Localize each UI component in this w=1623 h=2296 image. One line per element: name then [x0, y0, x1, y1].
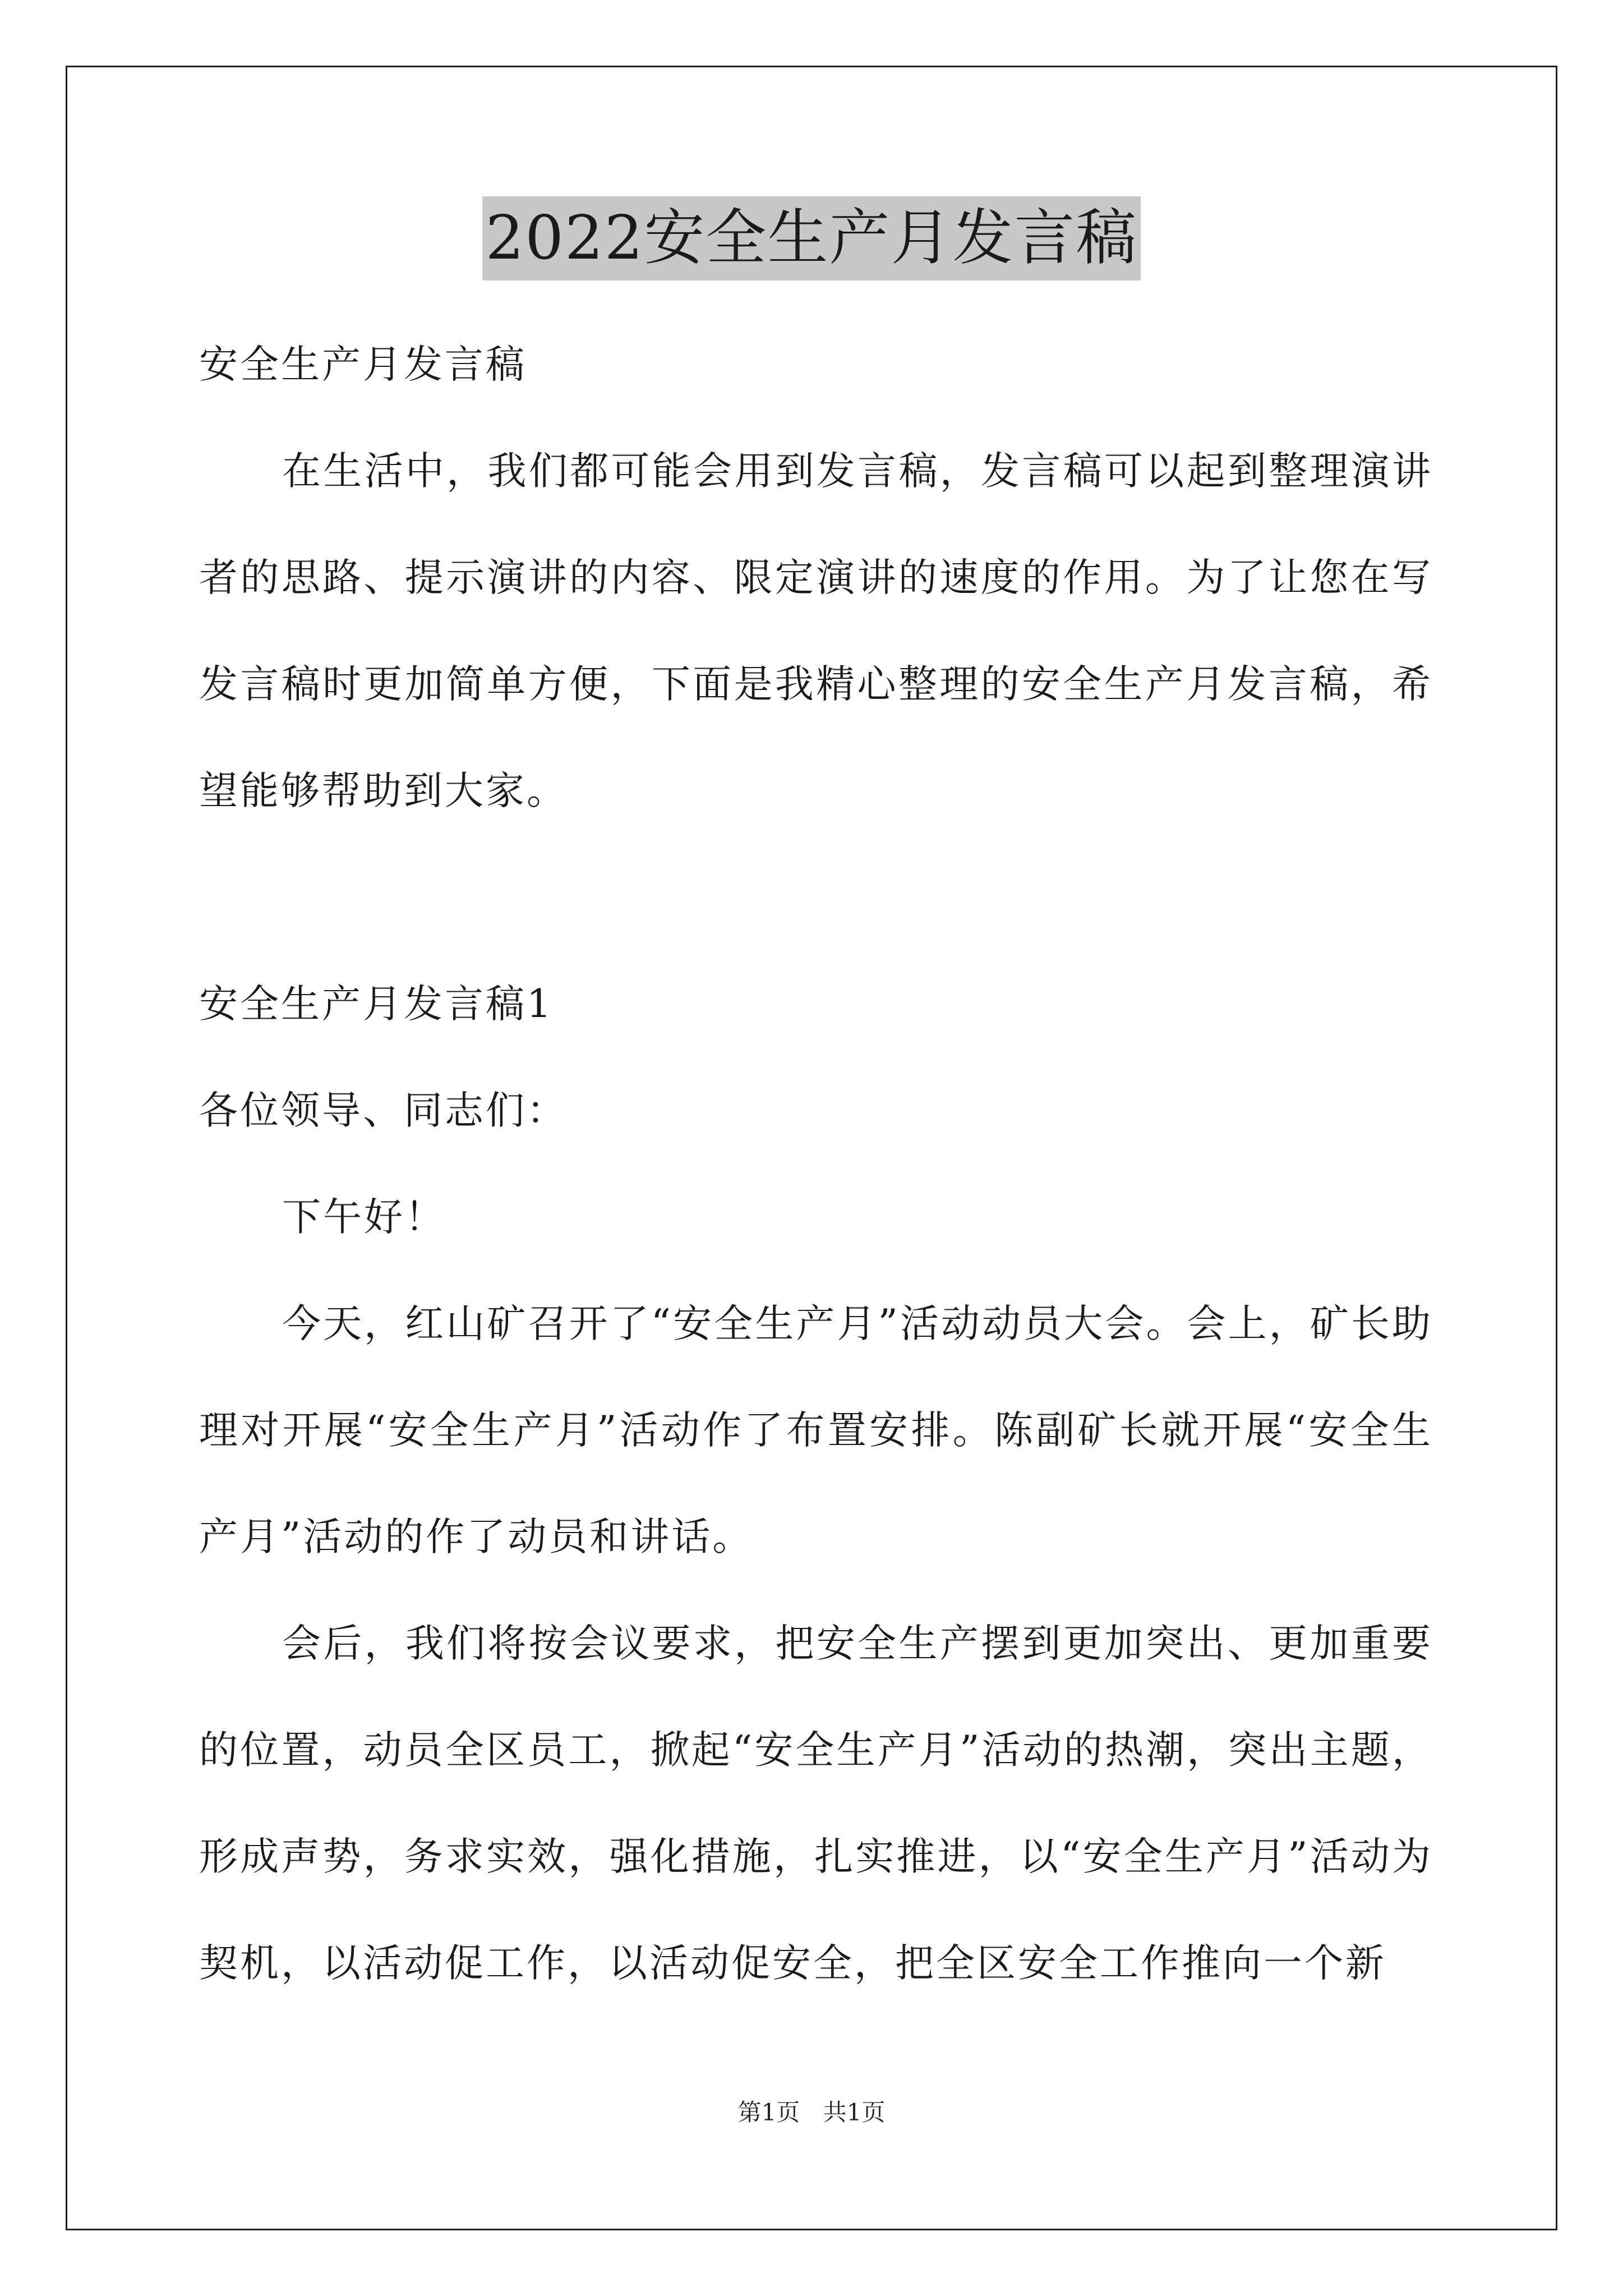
document-title: 2022安全生产月发言稿 — [482, 196, 1141, 280]
page-number: 第1页 — [737, 2099, 800, 2126]
paragraph-gap — [199, 844, 1433, 951]
page-total: 共1页 — [823, 2099, 886, 2126]
body-paragraph: 今天，红山矿召开了“安全生产月”活动动员大会。会上，矿长助理对开展“安全生产月”活动作了布置安排。陈副矿长就开展“安全生产月”活动的作了动员和讲话。 — [199, 1301, 1433, 1559]
body-paragraph: 会后，我们将按会议要求，把安全生产摆到更加突出、更加重要的位置，动员全区员工，掀起“安全生产月”活动的热潮，突出主题，形成声势，务求实效，强化措施，扎实推进，以“安全生产月”活动为契机，以活动促工作，以活动促安全，把全区安全工作推向一个新 — [199, 1621, 1433, 1986]
speech-heading: 安全生产月发言稿1 — [199, 982, 554, 1027]
page-footer — [0, 2096, 1623, 2129]
section-heading: 安全生产月发言稿 — [199, 342, 527, 387]
title-container — [0, 196, 1623, 280]
salutation: 各位领导、同志们： — [199, 1088, 568, 1133]
greeting: 下午好！ — [282, 1195, 446, 1240]
document-body — [199, 311, 1433, 2017]
intro-paragraph: 在生活中，我们都可能会用到发言稿，发言稿可以起到整理演讲者的思路、提示演讲的内容、限定演讲的速度的作用。为了让您在写发言稿时更加简单方便，下面是我精心整理的安全生产月发言稿，希望能够帮助到大家。 — [199, 449, 1433, 813]
